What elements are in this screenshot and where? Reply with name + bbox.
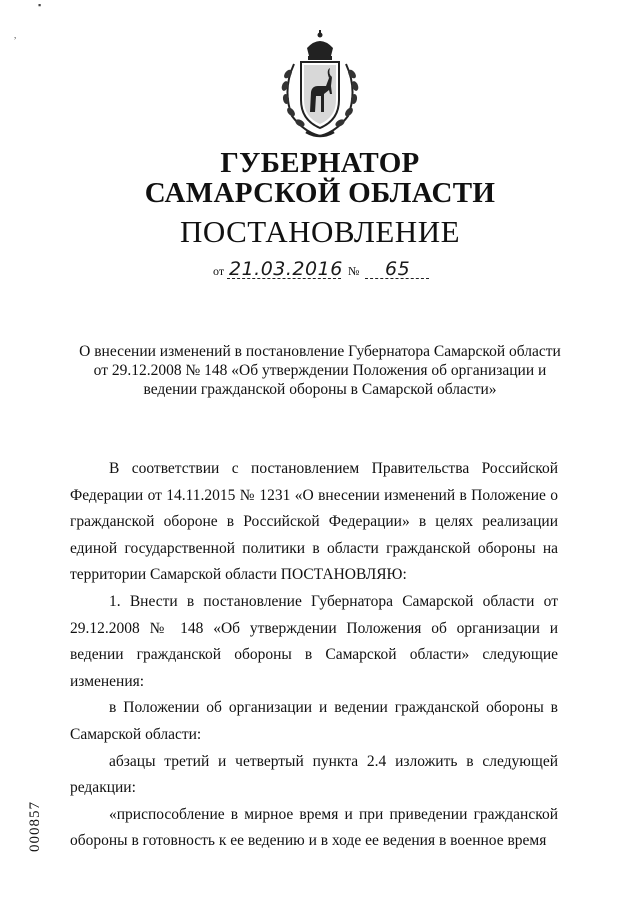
body-paragraph: в Положении об организации и ведении гражданской обороны в Самарской области: — [70, 699, 558, 743]
document-subject — [60, 342, 580, 399]
date-number-line — [213, 257, 433, 285]
samara-coat-of-arms-icon — [274, 30, 366, 142]
subject-line: ведении гражданской обороны в Самарской области» — [143, 381, 497, 398]
subject-line: О внесении изменений в постановление Губернатора Самарской области — [79, 343, 561, 360]
body-paragraph: «приспособление в мирное время и при приведении гражданской обороны в готовность к ее ведению и в ходе ее ведения в военное время — [70, 805, 558, 850]
document-body — [70, 456, 558, 855]
issuer-title: ГУБЕРНАТОР — [220, 147, 420, 179]
issuer-region: САМАРСКОЙ ОБЛАСТИ — [144, 177, 496, 209]
subject-line: от 29.12.2008 № 148 «Об утверждении Положения об организации и — [93, 362, 547, 379]
scan-speck: , — [14, 30, 17, 40]
date-value: 21.03.2016 — [229, 258, 343, 280]
serial-number: 000857 — [27, 801, 43, 852]
scan-speck: ▪ — [38, 0, 42, 10]
number-value: 65 — [385, 258, 411, 280]
date-prefix: от — [213, 264, 225, 278]
document-type: ПОСТАНОВЛЕНИЕ — [179, 214, 461, 249]
body-paragraph: В соответствии с постановлением Правительства Российской Федерации от 14.11.2015 № 1231 «О внесении изменений в Положение о гражданской обороне в Российской Федерации» в целях реализации единой государственной политики в области гражданской обороны на территории Самарской области ПОСТАНОВЛЯЮ: — [70, 460, 558, 584]
body-paragraph: 1. Внести в постановление Губернатора Самарской области от 29.12.2008 № 148 «Об утверждении Положения об организации и ведении гражданской обороны в Самарской области» следующие изменения: — [70, 592, 558, 690]
number-prefix: № — [348, 264, 360, 278]
body-paragraph: абзацы третий и четвертый пункта 2.4 изложить в следующей редакции: — [70, 752, 558, 797]
